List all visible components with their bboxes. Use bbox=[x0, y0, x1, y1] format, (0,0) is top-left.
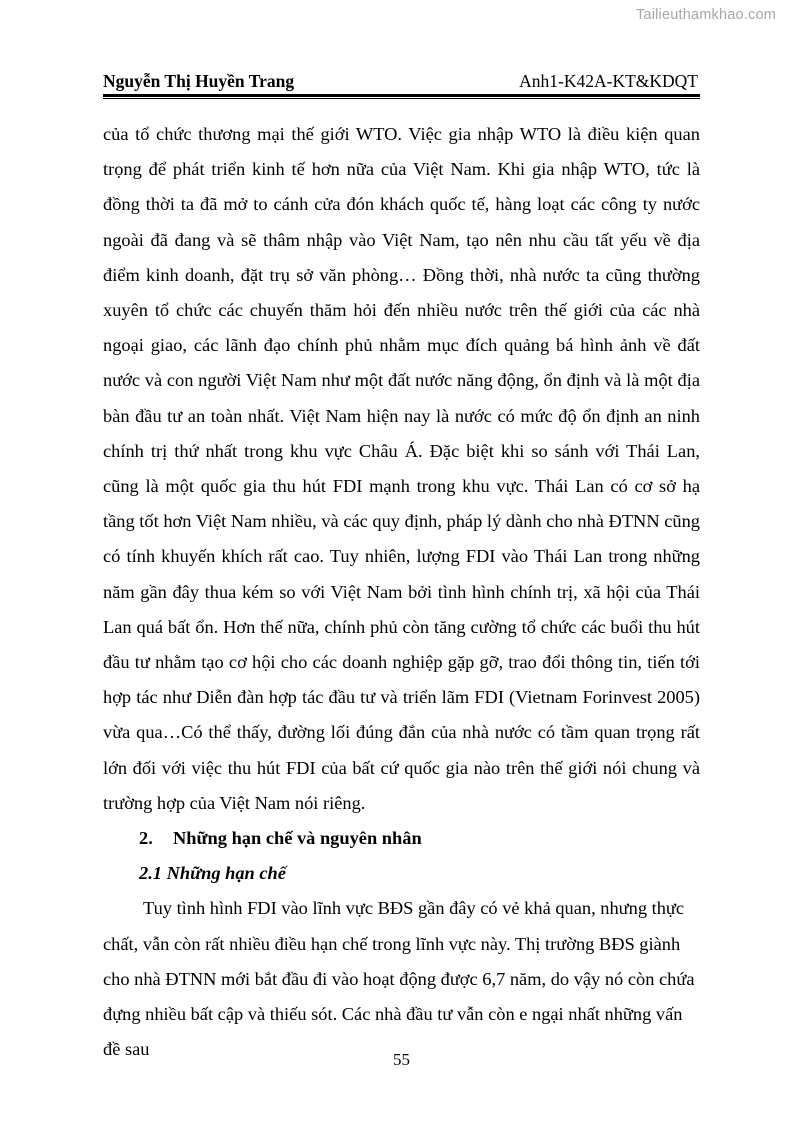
running-header bbox=[103, 72, 700, 99]
section-heading-text: Những hạn chế và nguyên nhân bbox=[173, 828, 422, 849]
body-paragraph-1: của tổ chức thương mại thế giới WTO. Việc gia nhập WTO là điều kiện quan trọng để phát triển kinh tế hơn nữa của Việt Nam. Khi gia nhập WTO, tức là đồng thời ta đã mở to cánh cửa đón khách quốc tế, hàng loạt các công ty nước ngoài đã đang và sẽ thâm nhập vào Việt Nam, tạo nên nhu cầu tất yếu về địa điểm kinh doanh, đặt trụ sở văn phòng… Đồng thời, nhà nước ta cũng thường xuyên tổ chức các chuyến thăm hỏi đến nhiều nước trên thế giới của các nhà ngoại giao, các lãnh đạo chính phủ nhằm mục đích quảng bá hình ảnh về đất nước và con người Việt Nam như một đất nước năng động, ổn định và là một địa bàn đầu tư an toàn nhất. Việt Nam hiện nay là nước có mức độ ổn định an ninh chính trị thứ nhất trong khu vực Châu Á. Đặc biệt khi so sánh với Thái Lan, cũng là một quốc gia thu hút FDI mạnh trong khu vực. Thái Lan có cơ sở hạ tầng tốt hơn Việt Nam nhiều, và các quy định, pháp lý dành cho nhà ĐTNN cũng có tính khuyến khích rất cao. Tuy nhiên, lượng FDI vào Thái Lan trong những năm gần đây thua kém so với Việt Nam bởi tình hình chính trị, xã hội của Thái Lan quá bất ổn. Hơn thế nữa, chính phủ còn tăng cường tổ chức các buổi thu hút đầu tư nhằm tạo cơ hội cho các doanh nghiệp gặp gỡ, trao đổi thông tin, tiến tới hợp tác như Diễn đàn hợp tác đầu tư và triển lãm FDI (Vietnam Forinvest 2005) vừa qua…Có thể thấy, đường lối đúng đắn của nhà nước có tầm quan trọng rất lớn đối với việc thu hút FDI của bất cứ quốc gia nào trên thế giới nói chung và trường hợp của Việt Nam nói riêng. bbox=[103, 124, 700, 813]
section-heading-level-2: 2.1 Những hạn chế bbox=[139, 863, 286, 884]
header-divider-rule bbox=[103, 94, 700, 99]
document-body bbox=[103, 117, 700, 1067]
document-page bbox=[103, 0, 700, 1123]
section-heading-number: 2. bbox=[139, 828, 153, 849]
section-heading-level-1 bbox=[103, 821, 700, 856]
page-number: 55 bbox=[393, 1050, 410, 1069]
header-author-name: Nguyễn Thị Huyền Trang bbox=[103, 71, 295, 91]
site-watermark: Tailieuthamkhao.com bbox=[635, 7, 776, 23]
running-header-row bbox=[103, 72, 700, 91]
body-paragraph-2: Tuy tình hình FDI vào lĩnh vực BĐS gần đây có vẻ khả quan, nhưng thực chất, vẫn còn rất nhiều điều hạn chế trong lĩnh vực này. Thị trường BĐS giành cho nhà ĐTNN mới bắt đầu đi vào hoạt động được 6,7 năm, do vậy nó còn chứa đựng nhiều bất cập và thiếu sót. Các nhà đầu tư vẫn còn e ngại nhất những vấn đề sau bbox=[103, 898, 695, 1060]
header-class-code: Anh1-K42A-KT&KDQT bbox=[519, 71, 698, 91]
